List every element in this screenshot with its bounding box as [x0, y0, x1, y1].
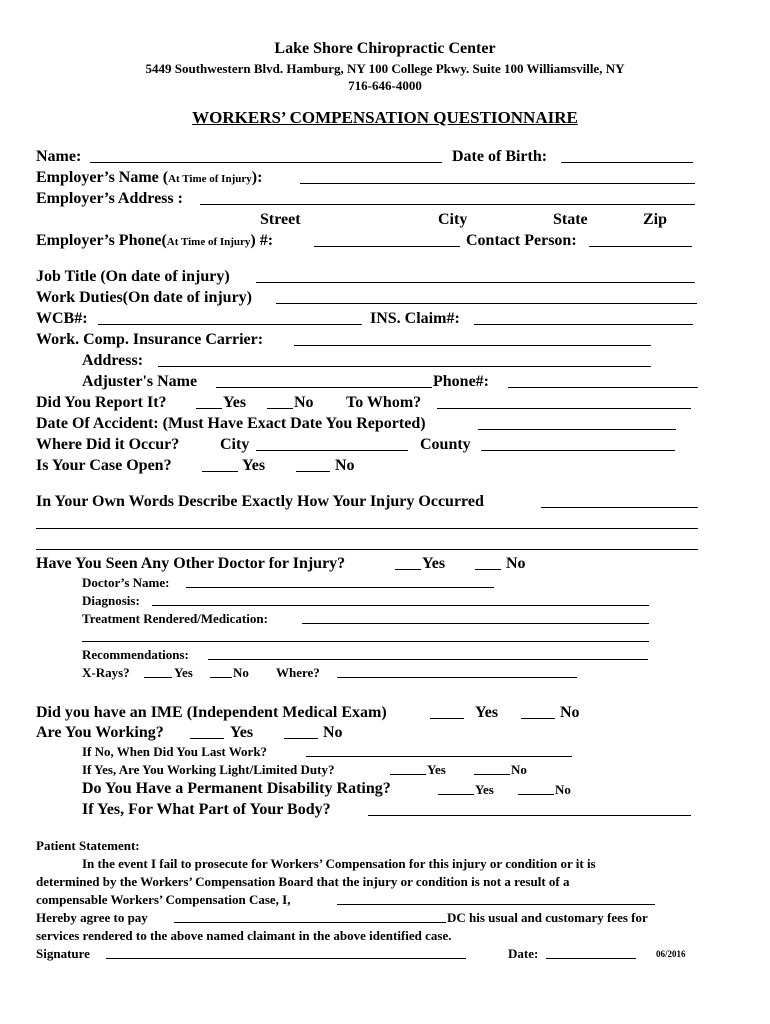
- adjuster-phone-label: Phone#:: [433, 373, 489, 390]
- work-duties-field[interactable]: [276, 289, 697, 304]
- ime-no-label: No: [560, 704, 580, 721]
- diagnosis-label: Diagnosis:: [82, 593, 140, 608]
- light-duty-yes-label: Yes: [427, 762, 446, 777]
- adjuster-phone-field[interactable]: [508, 373, 698, 388]
- adjuster-field[interactable]: [216, 373, 432, 388]
- clinic-name: Lake Shore Chiropractic Center: [274, 40, 496, 57]
- light-duty-yes-field[interactable]: [390, 762, 426, 775]
- wcb-label: WCB#:: [36, 310, 88, 327]
- treatment-label: Treatment Rendered/Medication:: [82, 611, 268, 626]
- other-doctor-label: Have You Seen Any Other Doctor for Injury?: [36, 555, 346, 572]
- recommendations-label: Recommendations:: [82, 647, 189, 662]
- state-label: State: [553, 211, 588, 228]
- job-title-label: Job Title (On date of injury): [36, 268, 230, 285]
- xrays-label: X-Rays?: [82, 665, 130, 680]
- occur-county-field[interactable]: [481, 436, 675, 451]
- doctor-name-label: Doctor’s Name:: [82, 575, 170, 590]
- employer-phone-field[interactable]: [314, 232, 460, 247]
- describe-injury-field-2[interactable]: [36, 514, 698, 529]
- light-duty-label: If Yes, Are You Working Light/Limited Duty?: [82, 762, 335, 777]
- contact-person-label: Contact Person:: [466, 232, 577, 249]
- where-occur-label: Where Did it Occur?: [36, 436, 180, 453]
- carrier-address-label: Address:: [82, 352, 144, 369]
- report-no-label: No: [294, 394, 314, 411]
- statement-line-5: services rendered to the above named claimant in the above identified case.: [36, 928, 452, 943]
- carrier-address-field[interactable]: [158, 352, 651, 367]
- other-doctor-no-field[interactable]: [475, 555, 501, 570]
- carrier-field[interactable]: [294, 331, 651, 346]
- recommendations-field[interactable]: [208, 647, 648, 660]
- zip-label: Zip: [643, 211, 668, 228]
- case-open-no-label: No: [335, 457, 355, 474]
- describe-injury-label: In Your Own Words Describe Exactly How Your Injury Occurred: [36, 493, 484, 510]
- statement-doctor-field[interactable]: [174, 910, 446, 923]
- describe-injury-field-3[interactable]: [36, 535, 698, 550]
- case-open-yes-field[interactable]: [202, 457, 238, 472]
- statement-name-field[interactable]: [337, 892, 655, 905]
- other-doctor-yes-label: Yes: [422, 555, 446, 572]
- disability-no-field[interactable]: [518, 782, 554, 795]
- clinic-address: 5449 Southwestern Blvd. Hamburg, NY 100 College Pkwy. Suite 100 Williamsville, NY: [145, 61, 625, 76]
- statement-line-2: determined by the Workers’ Compensation Board that the injury or condition is not a result of a: [36, 874, 570, 889]
- ime-yes-label: Yes: [475, 704, 499, 721]
- dob-label: Date of Birth:: [452, 148, 548, 165]
- last-work-field[interactable]: [306, 744, 572, 757]
- street-label: Street: [260, 211, 301, 228]
- employer-address-label: Employer’s Address :: [36, 190, 183, 207]
- to-whom-field[interactable]: [437, 394, 691, 409]
- wcb-field[interactable]: [98, 310, 362, 325]
- light-duty-no-field[interactable]: [474, 762, 510, 775]
- case-open-label: Is Your Case Open?: [36, 457, 172, 474]
- clinic-phone: 716-646-4000: [348, 78, 422, 93]
- work-duties-label: Work Duties(On date of injury): [36, 289, 252, 306]
- occur-city-label: City: [220, 436, 250, 453]
- xrays-where-label: Where?: [276, 665, 320, 680]
- working-label: Are You Working?: [36, 724, 164, 741]
- case-open-yes-label: Yes: [242, 457, 266, 474]
- xrays-where-field[interactable]: [337, 665, 577, 678]
- xrays-no-field[interactable]: [210, 665, 232, 678]
- revision-date: 06/2016: [656, 949, 686, 959]
- report-yes-field[interactable]: [196, 394, 222, 409]
- body-part-label: If Yes, For What Part of Your Body?: [82, 801, 331, 818]
- working-yes-field[interactable]: [190, 724, 224, 739]
- name-field[interactable]: [90, 148, 442, 163]
- date-label: Date:: [508, 946, 539, 961]
- disability-no-label: No: [555, 782, 571, 797]
- xrays-no-label: No: [233, 665, 249, 680]
- other-doctor-no-label: No: [506, 555, 526, 572]
- employer-name-label: Employer’s Name (At Time of Injury):: [36, 169, 263, 186]
- treatment-field-2[interactable]: [82, 629, 649, 642]
- report-yes-label: Yes: [223, 394, 247, 411]
- ime-no-field[interactable]: [521, 704, 555, 719]
- employer-phone-label: Employer’s Phone(At Time of Injury) #:: [36, 232, 274, 249]
- case-open-no-field[interactable]: [296, 457, 330, 472]
- report-no-field[interactable]: [267, 394, 293, 409]
- other-doctor-yes-field[interactable]: [395, 555, 421, 570]
- contact-person-field[interactable]: [589, 232, 692, 247]
- xrays-yes-label: Yes: [174, 665, 193, 680]
- statement-line-4b: DC his usual and customary fees for: [447, 910, 648, 925]
- statement-line-4a: Hereby agree to pay: [36, 910, 148, 925]
- working-no-label: No: [323, 724, 343, 741]
- working-yes-label: Yes: [230, 724, 254, 741]
- disability-yes-label: Yes: [475, 782, 494, 797]
- to-whom-label: To Whom?: [346, 394, 422, 411]
- accident-date-label: Date Of Accident: (Must Have Exact Date You Reported): [36, 415, 426, 432]
- body-part-field[interactable]: [368, 801, 691, 816]
- light-duty-no-label: No: [511, 762, 527, 777]
- working-no-field[interactable]: [284, 724, 318, 739]
- doctor-name-field[interactable]: [186, 575, 494, 588]
- ins-claim-label: INS. Claim#:: [370, 310, 460, 327]
- name-label: Name:: [36, 148, 82, 165]
- xrays-yes-field[interactable]: [144, 665, 172, 678]
- signature-label: Signature: [36, 946, 90, 961]
- disability-label: Do You Have a Permanent Disability Rating?: [82, 780, 391, 797]
- last-work-label: If No, When Did You Last Work?: [82, 744, 268, 759]
- city-label: City: [438, 211, 468, 228]
- occur-county-label: County: [420, 436, 471, 453]
- adjuster-label: Adjuster's Name: [82, 373, 198, 390]
- dob-field[interactable]: [561, 148, 693, 163]
- ins-claim-field[interactable]: [474, 310, 693, 325]
- carrier-label: Work. Comp. Insurance Carrier:: [36, 331, 264, 348]
- diagnosis-field[interactable]: [152, 593, 649, 606]
- statement-line-3: compensable Workers’ Compensation Case, I,: [36, 892, 291, 907]
- employer-address-field[interactable]: [200, 190, 695, 205]
- occur-city-field[interactable]: [256, 436, 408, 451]
- job-title-field[interactable]: [256, 268, 695, 283]
- describe-injury-field-1[interactable]: [541, 493, 698, 508]
- statement-line-1: In the event I fail to prosecute for Workers’ Compensation for this injury or condition or it is: [82, 856, 596, 871]
- disability-yes-field[interactable]: [438, 782, 474, 795]
- report-label: Did You Report It?: [36, 394, 167, 411]
- statement-heading: Patient Statement:: [36, 838, 140, 853]
- ime-yes-field[interactable]: [430, 704, 464, 719]
- ime-label: Did you have an IME (Independent Medical Exam): [36, 704, 387, 721]
- form-title: WORKERS’ COMPENSATION QUESTIONNAIRE: [192, 108, 578, 127]
- treatment-field-1[interactable]: [302, 611, 649, 624]
- signature-field[interactable]: [106, 946, 466, 959]
- employer-name-field[interactable]: [300, 169, 695, 184]
- accident-date-field[interactable]: [478, 415, 676, 430]
- date-field[interactable]: [546, 946, 636, 959]
